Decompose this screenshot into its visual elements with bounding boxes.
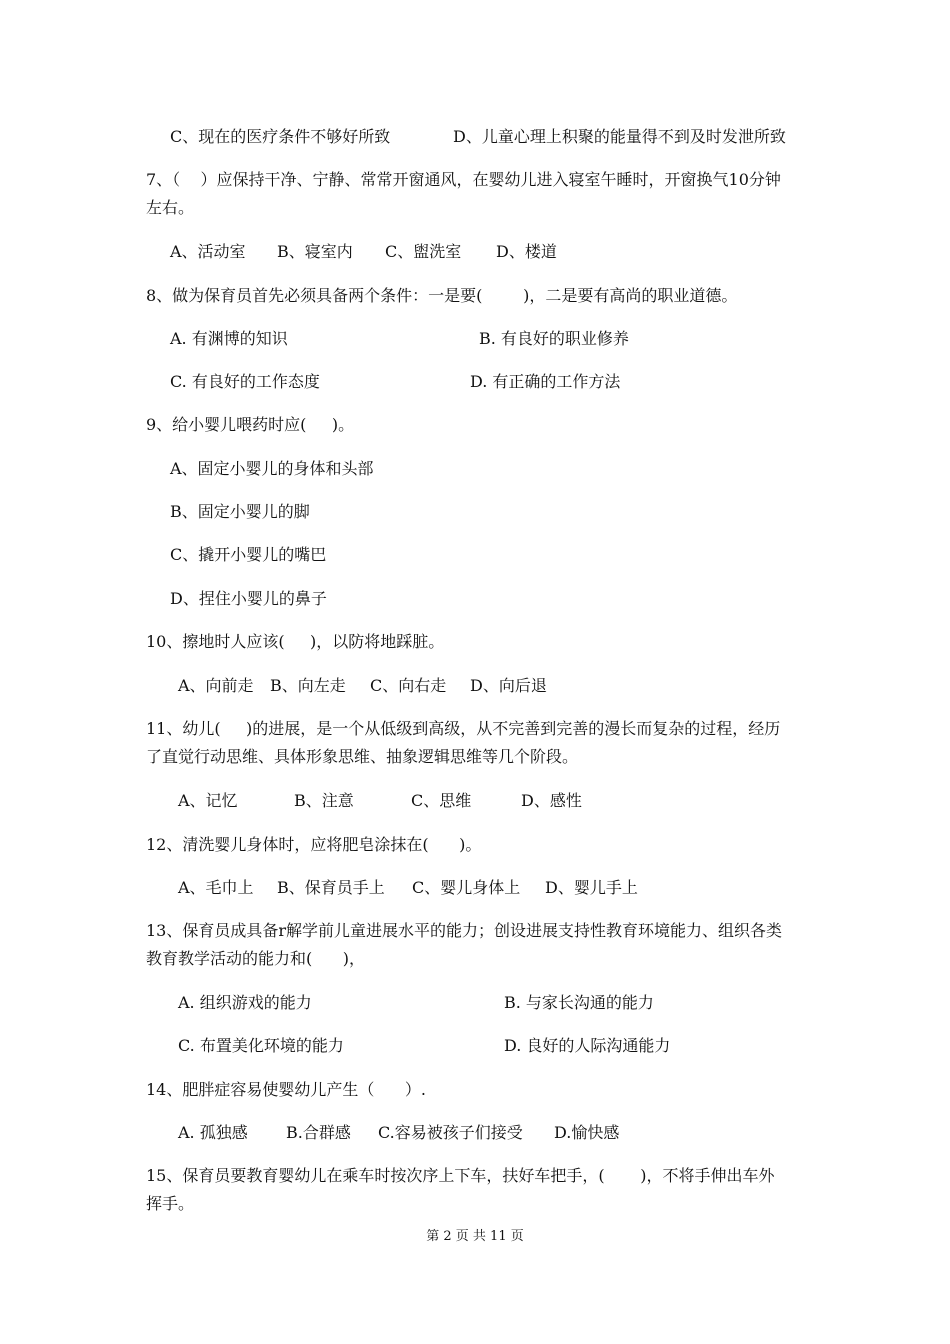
question-13-option-c: C. 布置美化环境的能力 — [178, 1036, 344, 1055]
question-7-text-cont: 左右。 — [146, 198, 195, 217]
question-10-text: 10、擦地时人应该( )，以防将地踩脏。 — [146, 632, 445, 651]
question-15-text-cont: 挥手。 — [146, 1194, 195, 1213]
question-12-option-d: D、婴儿手上 — [545, 878, 638, 897]
question-7-option-b: B、寝室内 — [277, 242, 353, 261]
question-10-option-c: C、向右走 — [370, 676, 447, 695]
question-7-text: 7、（ ）应保持干净、宁静、常常开窗通风，在婴幼儿进入寝室午睡时，开窗换气10分钟 — [146, 170, 781, 189]
question-8-option-b: B. 有良好的职业修养 — [479, 329, 629, 348]
page-footer: 第 2 页 共 11 页 — [426, 1229, 524, 1244]
question-6-option-d: D、儿童心理上积聚的能量得不到及时发泄所致 — [453, 127, 786, 146]
question-11-option-d: D、感性 — [521, 791, 582, 810]
question-11-option-b: B、注意 — [294, 791, 354, 810]
question-12-option-a: A、毛巾上 — [178, 878, 254, 897]
question-14-text: 14、肥胖症容易使婴幼儿产生（ ）. — [146, 1080, 426, 1099]
question-10-option-a: A、向前走 — [178, 676, 254, 695]
question-11-option-a: A、记忆 — [178, 791, 238, 810]
question-12-option-c: C、婴儿身体上 — [412, 878, 521, 897]
question-13-option-b: B. 与家长沟通的能力 — [504, 993, 654, 1012]
question-10-option-d: D、向后退 — [470, 676, 547, 695]
question-10-option-b: B、向左走 — [270, 676, 346, 695]
question-13-option-a: A. 组织游戏的能力 — [178, 993, 312, 1012]
question-8-option-a: A. 有渊博的知识 — [170, 329, 288, 348]
question-7-option-a: A、活动室 — [170, 242, 246, 261]
question-14-option-d: D.愉快感 — [554, 1123, 620, 1142]
question-9-option-d: D、捏住小婴儿的鼻子 — [170, 589, 327, 608]
question-9-option-b: B、固定小婴儿的脚 — [170, 502, 310, 521]
question-13-text-cont: 教育教学活动的能力和( )， — [146, 949, 366, 968]
question-12-text: 12、清洗婴儿身体时，应将肥皂涂抹在( )。 — [146, 835, 482, 854]
question-14-option-b: B.合群感 — [286, 1123, 351, 1142]
question-9-option-c: C、撬开小婴儿的嘴巴 — [170, 545, 327, 564]
question-15-text: 15、保育员要教育婴幼儿在乘车时按次序上下车，扶好车把手，( )，不将手伸出车外 — [146, 1166, 775, 1185]
question-11-text-cont: 了直觉行动思维、具体形象思维、抽象逻辑思维等几个阶段。 — [146, 747, 579, 766]
question-11-text: 11、幼儿( )的进展，是一个从低级到高级，从不完善到完善的漫长而复杂的过程，经历 — [146, 719, 781, 738]
question-14-option-a: A. 孤独感 — [178, 1123, 248, 1142]
question-13-option-d: D. 良好的人际沟通能力 — [504, 1036, 671, 1055]
question-9-option-a: A、固定小婴儿的身体和头部 — [170, 459, 374, 478]
question-12-option-b: B、保育员手上 — [277, 878, 385, 897]
question-14-option-c: C.容易被孩子们接受 — [378, 1123, 523, 1142]
question-7-option-c: C、盥洗室 — [385, 242, 462, 261]
question-7-option-d: D、楼道 — [496, 242, 557, 261]
question-8-option-d: D. 有正确的工作方法 — [470, 372, 621, 391]
question-13-text: 13、保育员成具备r解学前儿童进展水平的能力；创设进展支持性教育环境能力、组织各类 — [146, 921, 783, 940]
question-8-text: 8、做为保育员首先必须具备两个条件：一是要( )，二是要有高尚的职业道德。 — [146, 286, 738, 305]
question-9-text: 9、给小婴儿喂药时应( )。 — [146, 415, 355, 434]
question-8-option-c: C. 有良好的工作态度 — [170, 372, 320, 391]
question-11-option-c: C、思维 — [411, 791, 472, 810]
question-6-option-c: C、现在的医疗条件不够好所致 — [170, 127, 391, 146]
